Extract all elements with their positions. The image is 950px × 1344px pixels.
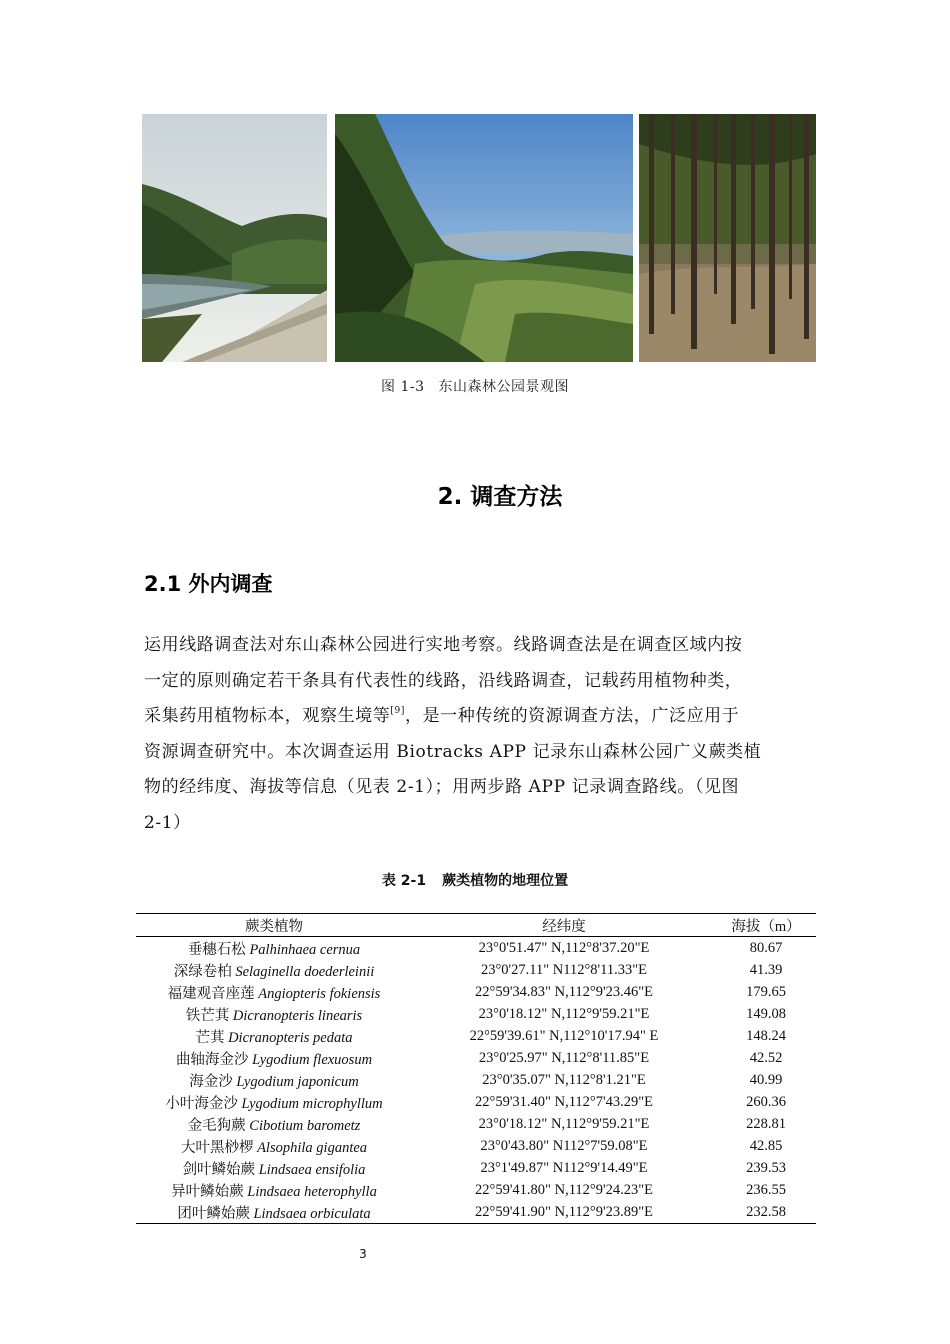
- plant-latin-name: Lindsaea ensifolia: [258, 1161, 366, 1178]
- plant-name-cell: [136, 1003, 412, 1025]
- paragraph-line: [144, 699, 808, 735]
- plant-chinese-name: 金毛狗蕨: [187, 1117, 246, 1134]
- altitude-cell: 228.81: [746, 1115, 786, 1132]
- altitude-cell: 260.36: [746, 1093, 786, 1110]
- plant-name-cell: [136, 1157, 412, 1179]
- table-row: [136, 1069, 816, 1091]
- plant-latin-name: Lindsaea orbiculata: [253, 1205, 371, 1222]
- table-header-row: [136, 914, 816, 937]
- plant-chinese-name: 小叶海金沙: [165, 1095, 238, 1112]
- coords-cell: 23°0'35.07" N,112°8'1.21"E: [482, 1071, 646, 1088]
- body-paragraph: [144, 628, 808, 841]
- coords-cell: 23°0'27.11" N112°8'11.33"E: [481, 961, 647, 978]
- table-row: [136, 1135, 816, 1157]
- figure-label: 图 1-3: [381, 379, 425, 395]
- forest-photo: [639, 114, 816, 362]
- plant-chinese-name: 海金沙: [189, 1073, 233, 1090]
- plant-name-cell: [136, 1091, 412, 1113]
- altitude-cell: 80.67: [749, 939, 783, 956]
- coords-cell: 22°59'41.90" N,112°9'23.89"E: [475, 1203, 653, 1220]
- plant-chinese-name: 曲轴海金沙: [175, 1051, 249, 1068]
- paragraph-line: 一定的原则确定若干条具有代表性的线路，沿线路调查，记载药用植物种类，: [144, 670, 743, 691]
- altitude-cell: 232.58: [746, 1203, 786, 1220]
- table-row: [136, 959, 816, 981]
- plant-latin-name: Lygodium microphyllum: [241, 1095, 383, 1112]
- paragraph-line: 2-1）: [144, 812, 191, 833]
- table-row: [136, 1179, 816, 1201]
- table-title: 蕨类植物的地理位置: [442, 873, 569, 889]
- coords-cell: 23°0'51.47" N,112°8'37.20"E: [478, 939, 650, 956]
- plant-chinese-name: 铁芒萁: [185, 1007, 230, 1024]
- plant-name-cell: [136, 1179, 412, 1201]
- plant-chinese-name: 大叶黑桫椤: [180, 1139, 254, 1156]
- plant-chinese-name: 深绿卷柏: [173, 963, 232, 980]
- plant-chinese-name: 异叶鳞始蕨: [171, 1183, 244, 1200]
- citation-ref: [9]: [390, 706, 405, 716]
- plant-name-cell: [136, 937, 412, 960]
- plant-name-cell: [136, 1113, 412, 1135]
- reservoir-photo: [142, 114, 327, 362]
- plant-name-cell: [136, 981, 412, 1003]
- coords-cell: 22°59'34.83" N,112°9'23.46"E: [475, 983, 653, 1000]
- plant-latin-name: Palhinhaea cernua: [249, 941, 361, 958]
- coords-cell: 23°1'49.87" N112°9'14.49"E: [480, 1159, 648, 1176]
- table-caption: [0, 870, 950, 890]
- coords-cell: 22°59'39.61" N,112°10'17.94" E: [469, 1027, 659, 1044]
- plant-latin-name: Lygodium flexuosum: [252, 1051, 373, 1068]
- altitude-cell: 41.39: [749, 961, 783, 978]
- plant-latin-name: Selaginella doederleinii: [235, 963, 375, 980]
- plant-latin-name: Lygodium japonicum: [236, 1073, 359, 1090]
- paragraph-line: 物的经纬度、海拔等信息（见表 2-1）；用两步路 APP 记录调查路线。（见图: [144, 777, 740, 797]
- paragraph-text: ，: [404, 706, 423, 726]
- plant-chinese-name: 垂穗石松: [187, 941, 246, 958]
- altitude-cell: 149.08: [746, 1005, 786, 1022]
- altitude-cell: 179.65: [746, 983, 786, 1000]
- figure-title: 东山森林公园景观图: [438, 379, 569, 395]
- table-row: [136, 1003, 816, 1025]
- table-row: [136, 937, 816, 960]
- coords-cell: 23°0'18.12" N,112°9'59.21"E: [478, 1115, 650, 1132]
- fern-location-table: [136, 913, 816, 1224]
- valley-photo: [335, 114, 633, 362]
- plant-latin-name: Dicranopteris linearis: [232, 1007, 363, 1024]
- coords-cell: 22°59'41.80" N,112°9'24.23"E: [475, 1181, 653, 1198]
- plant-name-cell: [136, 1201, 412, 1224]
- coords-cell: 23°0'43.80" N112°7'59.08"E: [480, 1137, 648, 1154]
- header-plant: 蕨类植物: [245, 918, 303, 935]
- table-row: [136, 1157, 816, 1179]
- section-heading: 2. 调查方法: [437, 484, 563, 510]
- plant-name-cell: [136, 1135, 412, 1157]
- altitude-cell: 42.52: [749, 1049, 783, 1066]
- header-altitude: 海拔（m）: [731, 918, 801, 935]
- paragraph-text: 是一种传统的资源调查方法，广泛应用于: [422, 706, 740, 726]
- coords-cell: 23°0'18.12" N,112°9'59.21"E: [478, 1005, 650, 1022]
- plant-name-cell: [136, 959, 412, 981]
- plant-latin-name: Dicranopteris pedata: [228, 1029, 353, 1046]
- plant-chinese-name: 剑叶鳞始蕨: [182, 1161, 256, 1178]
- figure-caption: [0, 376, 950, 396]
- landscape-photo-strip: [142, 114, 816, 362]
- altitude-cell: 40.99: [749, 1071, 783, 1088]
- table-row: [136, 981, 816, 1003]
- plant-name-cell: [136, 1025, 412, 1047]
- plant-chinese-name: 团叶鳞始蕨: [177, 1205, 250, 1222]
- plant-name-cell: [136, 1069, 412, 1091]
- table-row: [136, 1047, 816, 1069]
- table-row: [136, 1201, 816, 1224]
- paragraph-line: 运用线路调查法对东山森林公园进行实地考察。线路调查法是在调查区域内按: [144, 635, 743, 655]
- paragraph-text: 采集药用植物标本，观察生境等: [144, 706, 391, 726]
- page-number: 3: [359, 1247, 367, 1261]
- header-coords: 经纬度: [542, 918, 586, 935]
- altitude-cell: 239.53: [746, 1159, 786, 1176]
- table-row: [136, 1113, 816, 1135]
- plant-latin-name: Alsophila gigantea: [257, 1139, 368, 1156]
- altitude-cell: 148.24: [746, 1027, 786, 1044]
- altitude-cell: 236.55: [746, 1181, 786, 1198]
- plant-latin-name: Lindsaea heterophylla: [247, 1183, 377, 1200]
- coords-cell: 23°0'25.97" N,112°8'11.85"E: [478, 1049, 650, 1066]
- subsection-heading: 2.1 外内调查: [144, 572, 273, 596]
- table-row: [136, 1091, 816, 1113]
- table-label: 表 2-1: [381, 873, 427, 889]
- coords-cell: 22°59'31.40" N,112°7'43.29"E: [475, 1093, 653, 1110]
- plant-chinese-name: 福建观音座莲: [167, 985, 255, 1002]
- plant-chinese-name: 芒萁: [195, 1029, 225, 1046]
- altitude-cell: 42.85: [749, 1137, 783, 1154]
- paragraph-line: 资源调查研究中。本次调查运用 Biotracks APP 记录东山森林公园广义蕨类植: [144, 741, 762, 762]
- plant-latin-name: Angiopteris fokiensis: [258, 985, 381, 1002]
- table-row: [136, 1025, 816, 1047]
- plant-latin-name: Cibotium barometz: [249, 1117, 361, 1134]
- plant-name-cell: [136, 1047, 412, 1069]
